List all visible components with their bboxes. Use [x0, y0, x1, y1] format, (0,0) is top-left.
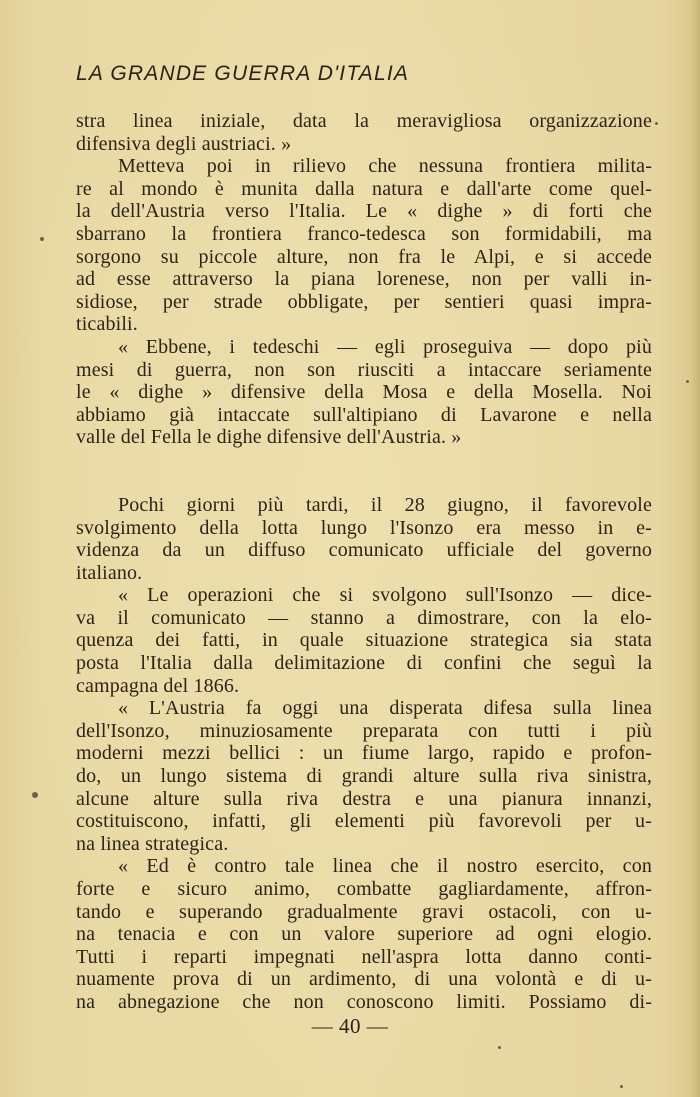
paragraph: [76, 336, 652, 449]
text-line: costituiscono, infatti, gli elementi più favorevoli per u-: [76, 810, 652, 833]
text-line: na tenacia e con un valore superiore ad ogni elogio.: [76, 923, 652, 946]
text-line: sorgono su piccole alture, non fra le Alpi, e si accede: [76, 245, 652, 268]
text-line: « Ed è contro tale linea che il nostro esercito, con: [118, 855, 652, 878]
text-line: posta l'Italia dalla delimitazione di confini che seguì la: [76, 652, 652, 675]
text-line: va il comunicato — stanno a dimostrare, con la elo-: [76, 606, 652, 629]
text-line: ad esse attraverso la piana lorenese, non per valli in-: [76, 268, 652, 291]
paper-speck: [40, 237, 44, 241]
text-line: Metteva poi in rilievo che nessuna frontiera milita-: [118, 155, 652, 178]
text-line: « Le operazioni che si svolgono sull'Isonzo — dice-: [118, 584, 652, 607]
text-line: forte e sicuro animo, combatte gagliardamente, affron-: [76, 878, 652, 900]
text-line: nuamente prova di un ardimento, di una volontà e di u-: [76, 968, 652, 991]
text-line: abbiamo già intaccate sull'altipiano di Lavarone e nella: [76, 403, 652, 426]
text-line: mesi di guerra, non son riusciti a intaccare seriamente: [76, 358, 652, 381]
paper-speck: [655, 122, 658, 125]
text-line: sbarrano la frontiera franco-tedesca son formidabili, ma: [76, 222, 652, 245]
paragraph: [76, 110, 652, 155]
text-line: na abnegazione che non conoscono limiti. Possiamo di-: [76, 990, 652, 1013]
text-line: sidiose, per strade obbligate, per sentieri quasi impra-: [76, 290, 652, 313]
text-line: svolgimento della lotta lungo l'Isonzo era messo in e-: [76, 516, 652, 539]
paragraph: [76, 494, 652, 584]
text-line: le « dighe » difensive della Mosa e della Mosella. Noi: [76, 381, 652, 404]
text-line: re al mondo è munita dalla natura e dall'arte come quel-: [76, 177, 652, 200]
text-line: videnza da un diffuso comunicato ufficiale del governo: [76, 539, 652, 562]
page-number: — 40 —: [311, 1014, 389, 1038]
page-edge-shadow: [690, 0, 700, 1097]
paper-speck: [620, 1085, 623, 1088]
text-line: moderni mezzi bellici : un fiume largo, rapido e profon-: [76, 742, 652, 765]
text-line: italiano.: [76, 561, 143, 584]
paper-speck: [32, 792, 38, 798]
text-line: difensiva degli austriaci. »: [76, 132, 292, 155]
running-head: LA GRANDE GUERRA D'ITALIA: [76, 62, 410, 85]
text-line: Tutti i reparti impegnati nell'aspra lotta danno conti-: [76, 945, 652, 968]
text-line: valle del Fella le dighe difensive dell'Austria. »: [76, 426, 462, 449]
paper-speck: [498, 1046, 501, 1049]
text-line: « L'Austria fa oggi una disperata difesa sulla linea: [118, 697, 652, 720]
section-gap: [76, 449, 652, 494]
text-line: Pochi giorni più tardi, il 28 giugno, il favorevole: [118, 493, 652, 516]
body-text: [76, 110, 652, 1014]
text-line: tando e superando gradualmente gravi ostacoli, con u-: [76, 900, 652, 923]
paragraph: [76, 155, 652, 336]
text-line: ticabili.: [76, 313, 138, 336]
text-line: quenza dei fatti, in quale situazione strategica sia stata: [76, 629, 652, 652]
paper-speck: [686, 380, 689, 383]
text-line: la dell'Austria verso l'Italia. Le « dighe » di forti che: [76, 200, 652, 223]
text-line: na linea strategica.: [76, 832, 229, 855]
paragraph: [76, 584, 652, 697]
text-line: alcune alture sulla riva destra e una pianura innanzi,: [76, 787, 652, 810]
text-line: « Ebbene, i tedeschi — egli proseguiva — dopo più: [118, 335, 652, 358]
text-line: dell'Isonzo, minuziosamente preparata con tutti i più: [76, 719, 652, 742]
paragraph: [76, 855, 652, 1013]
text-line: stra linea iniziale, data la meravigliosa organizzazione: [76, 110, 652, 132]
paragraph: [76, 697, 652, 855]
text-line: do, un lungo sistema di grandi alture sulla riva sinistra,: [76, 765, 652, 788]
text-line: campagna del 1866.: [76, 674, 240, 697]
